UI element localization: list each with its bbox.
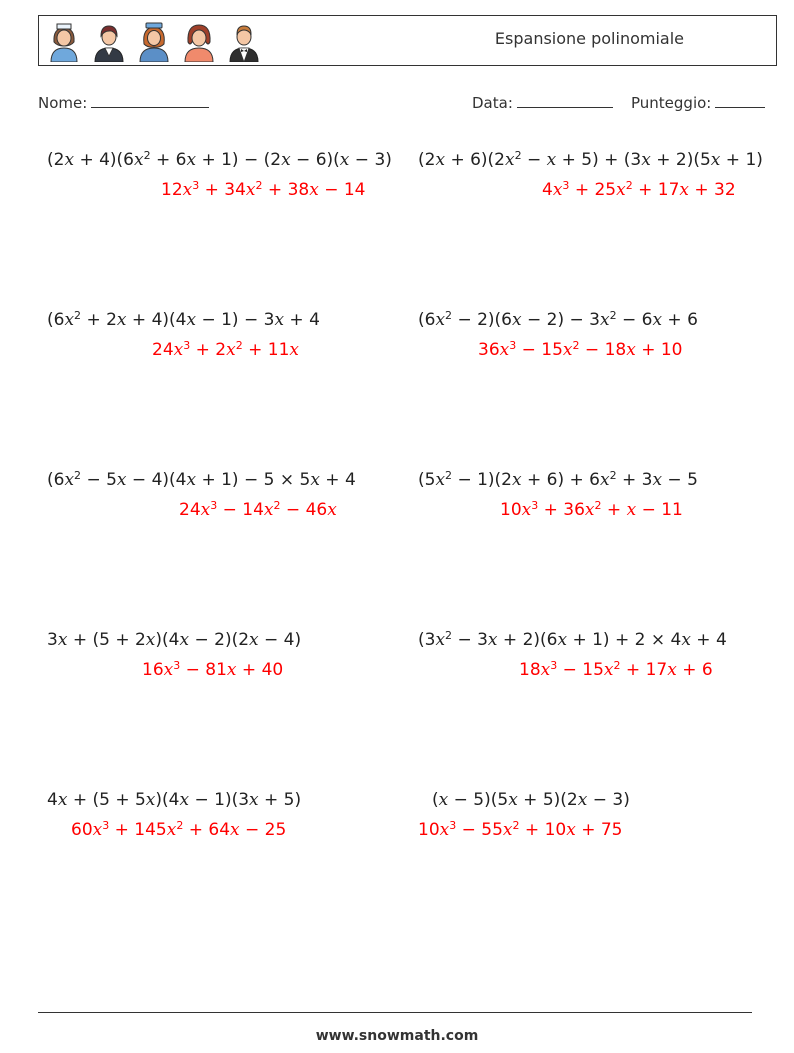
problem-answer: $16x^3 - 81x + 40$ xyxy=(142,659,284,680)
date-field[interactable] xyxy=(472,93,613,112)
problem-answer: $60x^3 + 145x^2 + 64x - 25$ xyxy=(71,819,287,840)
problem-expression: (x − 5)(5x + 5)(2x − 3) xyxy=(432,790,630,810)
name-field[interactable] xyxy=(38,93,209,112)
problem-expression: $(5x^2 - 1)(2x + 6) + 6x^2 + 3x - 5$ xyxy=(418,469,698,490)
woman-avatar-icon xyxy=(180,20,218,62)
problem-expression: $(6x^2 - 2)(6x - 2) - 3x^2 - 6x + 6$ xyxy=(418,309,698,330)
problem-expression: $(2x + 4)(6x^2 + 6x + 1) - (2x - 6)(x - 3)$ xyxy=(47,149,392,170)
problem-expression: 3x + (5 + 2x)(4x − 2)(2x − 4) xyxy=(47,630,302,650)
avatar-row xyxy=(45,20,263,62)
score-field[interactable] xyxy=(631,93,765,112)
businesswoman-avatar-icon xyxy=(90,20,128,62)
name-blank[interactable] xyxy=(91,93,209,108)
problem-expression: $(2x + 6)(2x^2 - x + 5) + (3x + 2)(5x + 1)$ xyxy=(418,149,763,170)
footer-divider xyxy=(38,1012,752,1013)
date-label: Data: xyxy=(472,94,513,112)
problem-expression: $(6x^2 + 2x + 4)(4x - 1) - 3x + 4$ xyxy=(47,309,320,330)
name-label: Nome: xyxy=(38,94,88,112)
worksheet-title: Espansione polinomiale xyxy=(494,29,684,48)
problem-expression: $(6x^2 - 5x - 4)(4x + 1) - 5 \times 5x + 4$ xyxy=(47,469,356,490)
problem-answer: $12x^3 + 34x^2 + 38x - 14$ xyxy=(161,179,366,200)
footer-url: www.snowmath.com xyxy=(315,1028,479,1044)
score-blank[interactable] xyxy=(715,93,765,108)
officer-avatar-icon xyxy=(135,20,173,62)
score-label: Punteggio: xyxy=(631,94,712,112)
problem-answer: $4x^3 + 25x^2 + 17x + 32$ xyxy=(542,179,736,200)
problem-answer: $24x^3 - 14x^2 - 46x$ xyxy=(179,499,337,520)
problem-answer: $18x^3 - 15x^2 + 17x + 6$ xyxy=(519,659,713,680)
problem-expression: 4x + (5 + 5x)(4x − 1)(3x + 5) xyxy=(47,790,302,810)
problem-answer: $10x^3 + 36x^2 + x - 11$ xyxy=(500,499,683,520)
problem-answer: $36x^3 - 15x^2 - 18x + 10$ xyxy=(478,339,683,360)
date-blank[interactable] xyxy=(517,93,613,108)
nurse-avatar-icon xyxy=(45,20,83,62)
problem-answer: $10x^3 - 55x^2 + 10x + 75$ xyxy=(418,819,623,840)
waiter-avatar-icon xyxy=(225,20,263,62)
worksheet-header xyxy=(38,15,777,66)
problem-answer: $24x^3 + 2x^2 + 11x$ xyxy=(152,339,299,360)
problem-expression: $(3x^2 - 3x + 2)(6x + 1) + 2 \times 4x + 4$ xyxy=(418,629,727,650)
